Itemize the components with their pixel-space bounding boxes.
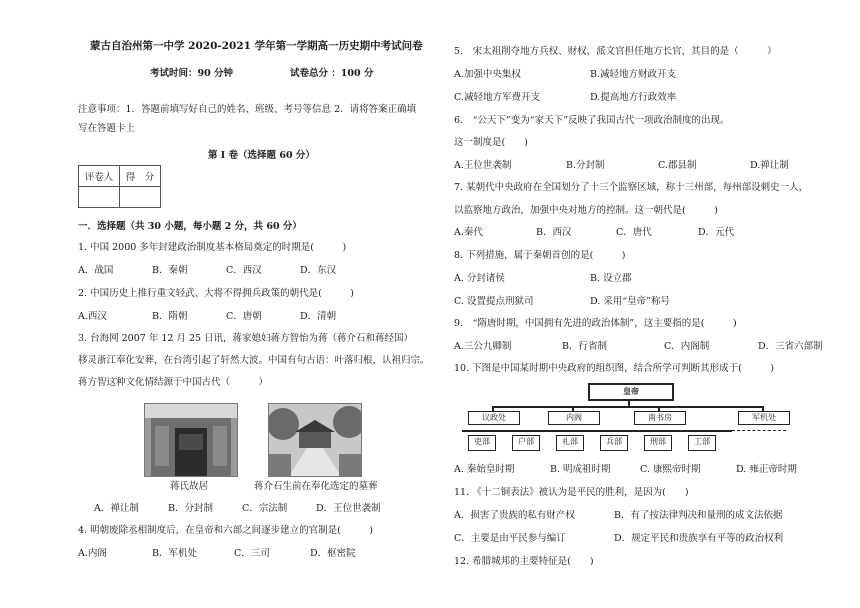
q6-option-b: B.分封制: [566, 160, 605, 171]
q7-line-2: 以监察地方政治，加强中央对地方的控制。这一朝代是( ): [454, 205, 718, 216]
q7-line-1: 7. 某朝代中央政府在全国划分了十三个监察区域，称十三州部，每州部设刺史一人，: [454, 182, 809, 193]
q8-stem: 8. 下列措施，属于秦朝首创的是( ): [454, 250, 626, 261]
org-box-junjichu: 军机处: [738, 411, 790, 425]
q4-option-a: A.内阁: [78, 548, 107, 559]
q11-option-d: D．规定平民和贵族享有平等的政治权利: [614, 533, 784, 544]
q3-option-a: A．禅让制: [94, 503, 139, 514]
q7-option-c: C．唐代: [616, 227, 652, 238]
org-ministry-hu: 户部: [512, 435, 540, 451]
tomb-photo: [268, 403, 362, 477]
q3-line-3: 蒋方智这种文化情结源于中国古代（ ）: [78, 377, 269, 388]
q9-stem: 9. “隋唐时期，中国拥有先进的政治体制”，这主要指的是( ): [454, 318, 737, 329]
q4-option-c: C．三司: [234, 548, 270, 559]
q3-option-d: D．王位世袭制: [316, 503, 381, 514]
org-box-nanshufang: 南书房: [634, 411, 686, 425]
q5-option-d: D.提高地方行政效率: [590, 92, 677, 103]
org-ministry-xing: 刑部: [644, 435, 672, 451]
qing-government-org-chart: [462, 383, 802, 453]
q5-stem: 5. 宋太祖削夺地方兵权、财权，派文官担任地方长官，其目的是（ ）: [454, 46, 777, 57]
reviewer-blank: [79, 187, 120, 208]
org-line: [492, 406, 764, 408]
org-box-yizhengchu: 议政处: [468, 411, 520, 425]
org-ministry-gong: 工部: [688, 435, 716, 451]
q9-option-a: A.三公九卿制: [454, 341, 512, 352]
q2-option-a: A.西汉: [78, 311, 107, 322]
q7-option-d: D．元代: [698, 227, 735, 238]
q11-option-b: B．有了按法律判决和量刑的成文法依据: [614, 510, 783, 521]
tomb-caption: 蒋介石生前在奉化选定的墓葬: [254, 481, 378, 492]
residence-photo: [144, 403, 238, 477]
q2-stem: 2. 中国历史上推行重文轻武、大将不得拥兵政策的朝代是( ): [78, 288, 354, 299]
q11-option-c: C．主要是由平民参与编订: [454, 533, 566, 544]
score-blank: [120, 187, 161, 208]
q4-stem: 4. 明朝废除丞相制度后，在皇帝和六部之间逐步建立的官制是( ): [78, 525, 373, 536]
section-title: 第 I 卷（选择题 60 分）: [208, 150, 315, 161]
q11-option-a: A．损害了贵族的私有财产权: [454, 510, 575, 521]
q10-stem: 10. 下图是中国某时期中央政府的组织图，结合所学可判断其形成于( ): [454, 363, 775, 374]
org-line: [732, 430, 786, 431]
q5-option-b: B.减轻地方财政开支: [590, 69, 677, 80]
q9-option-d: D．三省六部制: [758, 341, 823, 352]
q4-option-d: D．枢密院: [310, 548, 356, 559]
q10-option-d: D. 雍正帝时期: [736, 464, 797, 475]
exam-total-score: 试卷总分 ：100 分: [290, 68, 374, 79]
score-cell: 得 分: [120, 166, 161, 187]
notice-line-1: 注意事项：1．答题前填写好自己的姓名、班级、考号等信息 2．请将答案正确填: [78, 104, 417, 115]
org-ministry-li: 吏部: [468, 435, 496, 451]
org-emperor: 皇帝: [588, 383, 674, 401]
q2-option-b: B．隋朝: [152, 311, 188, 322]
q6-line-2: 这一制度是( ): [454, 137, 528, 148]
q6-stem: 6. “公天下”变为“家天下”反映了我国古代一项政治制度的出现。: [454, 115, 730, 126]
q10-option-b: B. 明成祖时期: [550, 464, 611, 475]
q2-option-c: C．唐朝: [226, 311, 262, 322]
q8-option-d: D. 采用“皇帝”称号: [590, 296, 671, 307]
q1-option-a: A．战国: [78, 265, 114, 276]
q3-line-2: 移灵浙江奉化安葬，在台湾引起了轩然大波。中国有句古语：叶落归根，认祖归宗。: [78, 355, 430, 366]
q3-line-1: 3. 台海网 2007 年 12 月 25 日讯，蒋家媳妇蒋方智怡为蒋（蒋介石和蒋经国）: [78, 333, 414, 344]
q8-option-a: A. 分封诸侯: [454, 273, 505, 284]
reviewer-cell: 评卷人: [79, 166, 120, 187]
q5-option-a: A.加强中央集权: [454, 69, 521, 80]
score-table: [78, 165, 161, 208]
q8-option-c: C. 设置提点刑狱司: [454, 296, 534, 307]
q7-option-a: A.秦代: [454, 227, 483, 238]
q11-stem: 11. 《十二铜表法》被认为是平民的胜利，是因为( ): [454, 487, 689, 498]
notice-line-2: 写在答题卡上: [78, 123, 136, 134]
q5-option-c: C.减轻地方军费开支: [454, 92, 540, 103]
org-line: [462, 430, 732, 432]
org-box-neige: 内阁: [548, 411, 600, 425]
q10-option-a: A. 秦始皇时期: [454, 464, 515, 475]
exam-time: 考试时间：90 分钟: [150, 68, 234, 79]
exam-title: 蒙古自治州第一中学 2020-2021 学年第一学期高一历史期中考试问卷: [90, 40, 423, 52]
q2-option-d: D．清朝: [300, 311, 337, 322]
residence-caption: 蒋氏故居: [170, 481, 209, 492]
q4-option-b: B．军机处: [152, 548, 197, 559]
q12-stem: 12. 希腊城邦的主要特征是( ): [454, 556, 594, 567]
q9-option-b: B．行省制: [562, 341, 607, 352]
q3-option-b: B．分封制: [168, 503, 213, 514]
q9-option-c: C．内阁制: [664, 341, 710, 352]
q1-stem: 1. 中国 2000 多年封建政治制度基本格局奠定的时期是( ): [78, 242, 347, 253]
q8-option-b: B. 设立郡: [590, 273, 632, 284]
q6-option-a: A.王位世袭制: [454, 160, 512, 171]
part-one-heading: 一．选择题（共 30 小题，每小题 2 分，共 60 分）: [78, 221, 302, 232]
q10-option-c: C. 康熙帝时期: [640, 464, 701, 475]
org-ministry-bing: 兵部: [600, 435, 628, 451]
q7-option-b: B．西汉: [536, 227, 572, 238]
org-ministry-li2: 礼部: [556, 435, 584, 451]
q6-option-d: D.禅让制: [750, 160, 789, 171]
q1-option-d: D．东汉: [300, 265, 337, 276]
q3-option-c: C．宗法制: [242, 503, 288, 514]
q6-option-c: C.郡县制: [658, 160, 697, 171]
q1-option-b: B．秦朝: [152, 265, 188, 276]
q1-option-c: C．西汉: [226, 265, 262, 276]
